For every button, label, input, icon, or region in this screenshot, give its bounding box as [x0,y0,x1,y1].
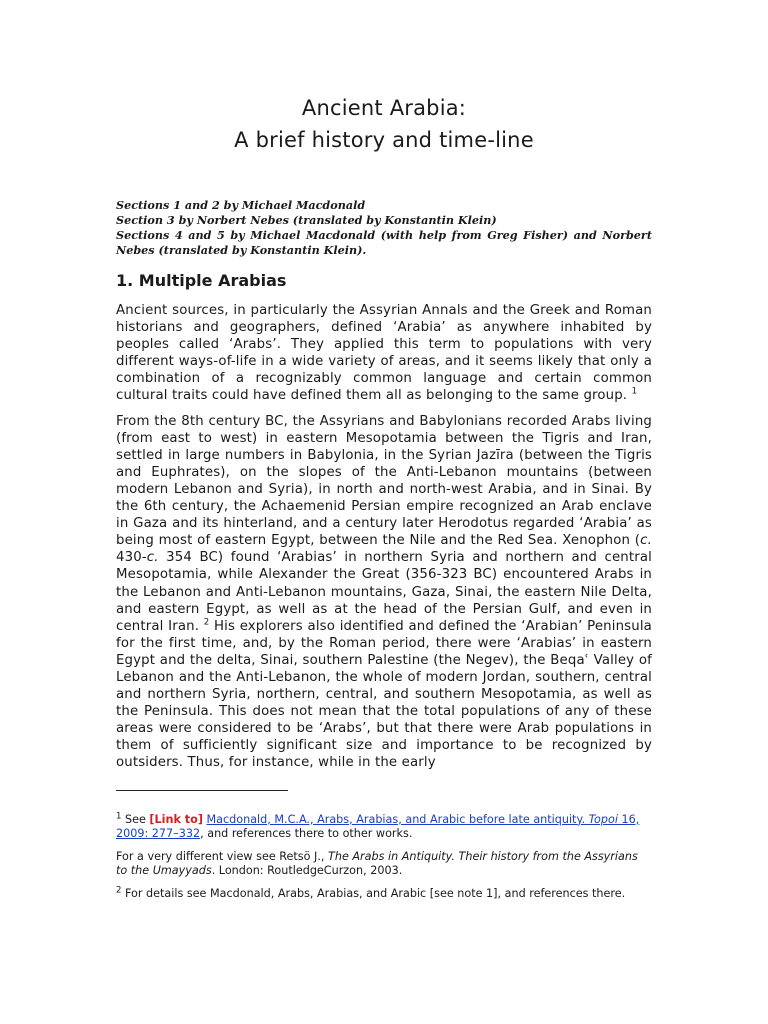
document-page [116,92,652,909]
credit-line: Sections 4 and 5 by Michael Macdonald (with help from Greg Fisher) and Norbert Nebes (translated by Konstantin Klein). [116,228,652,257]
footnote [116,810,652,842]
footnote-marker: 2 [116,884,122,895]
circa-abbrev: c. [640,533,652,549]
title-line-1: Ancient Arabia: [301,96,467,120]
footnote-ref[interactable]: 1 [631,387,638,398]
credit-line: Section 3 by Norbert Nebes (translated by Konstantin Klein) [116,213,497,227]
circa-abbrev: c. [146,550,159,566]
paragraph-text: From the 8th century BC, the Assyrians and Babylonians recorded Arabs living (from east to west) in eastern Mesopotamia between the Tigris and Iran, settled in large numbers in Babylonia, in the Syrian Jazīra (between the Tigris and Euphrates), on the slopes of the Anti-Lebanon mountains (between modern Lebanon and Syria), in north and north-west Arabia, and in Sinai. By the 6th century, the Achaemenid Persian empire recognized an Arab enclave in Gaza and its hinterland, and a century later Herodotus regarded ‘Arabia’ as being most of eastern Egypt, between the Nile and the Red Sea. Xenophon ( [116,413,652,549]
paragraph [116,302,652,405]
footnote-ref[interactable]: 2 [203,617,210,628]
footnote-text: For a very different view see Retsö J., [116,849,329,863]
link-text[interactable]: Macdonald, M.C.A., Arabs, Arabias, and Arabic before late antiquity. [206,812,589,826]
footnote-text: , and references there to other works. [200,827,413,841]
paragraph-text: 430- [116,550,147,566]
paragraph-text: His explorers also identified and defined the ‘Arabian’ Peninsula for the first time, and, by the Roman period, there were ‘Arabias’ in eastern Egypt and the delta, Sinai, southern Palestine (the Negev), the Beqaʿ Valley of Lebanon and the Anti-Lebanon, the whole of modern Jordan, southern, central and northern Syria, northern, central, and southern Mesopotamia, as well as the Peninsula. This does not mean that the total populations of any of these areas were considered to be ‘Arabs’, but that there were Arab populations in them of sufficiently significant size and importance to be recognized by outsiders. Thus, for instance, while in the early [116,618,652,771]
book-title: The Arabs in Antiquity. Their history from the Assyrians to the Umayyads [116,849,638,878]
footnote [116,884,652,902]
paragraph-text: Ancient sources, in particularly the Assyrian Annals and the Greek and Roman historians and geographers, defined ‘Arabia’ as anywhere inhabited by peoples called ‘Arabs’. They applied this term to populations with very different ways-of-life in a wide variety of areas, and it seems likely that only a combination of a recognizably common language and certain common cultural traits could have defined them all as belonging to the same group. [116,303,652,404]
paragraph-text: 354 BC) found ‘Arabias’ in northern Syria and northern and central Mesopotamia, while Alexander the Great (356-323 BC) encountered Arabs in the Lebanon and Anti-Lebanon mountains, Gaza, Sinai, the eastern Nile Delta, and eastern Egypt, as well as at the head of the Persian Gulf, and even in central Iran. [116,550,652,634]
title-line-2: A brief history and time-line [234,128,534,152]
footnote-text: . London: RoutledgeCurzon, 2003. [211,864,403,878]
footnote-marker: 1 [116,810,122,821]
link-journal[interactable]: Topoi [588,812,618,826]
paragraph [116,413,652,772]
link-text[interactable]: 16, 2009: 277–332 [116,812,640,841]
footnote-text: For details see Macdonald, Arabs, Arabias, and Arabic [see note 1], and references there. [121,886,626,900]
footnote-text: See [121,812,150,826]
credit-line: Sections 1 and 2 by Michael Macdonald [116,198,366,212]
footnote [116,850,652,879]
link-tag: [Link to] [149,812,203,826]
section-heading: 1. Multiple Arabias [116,271,287,290]
author-credits [116,198,652,258]
document-title [116,92,652,156]
footnote-separator [116,790,288,791]
